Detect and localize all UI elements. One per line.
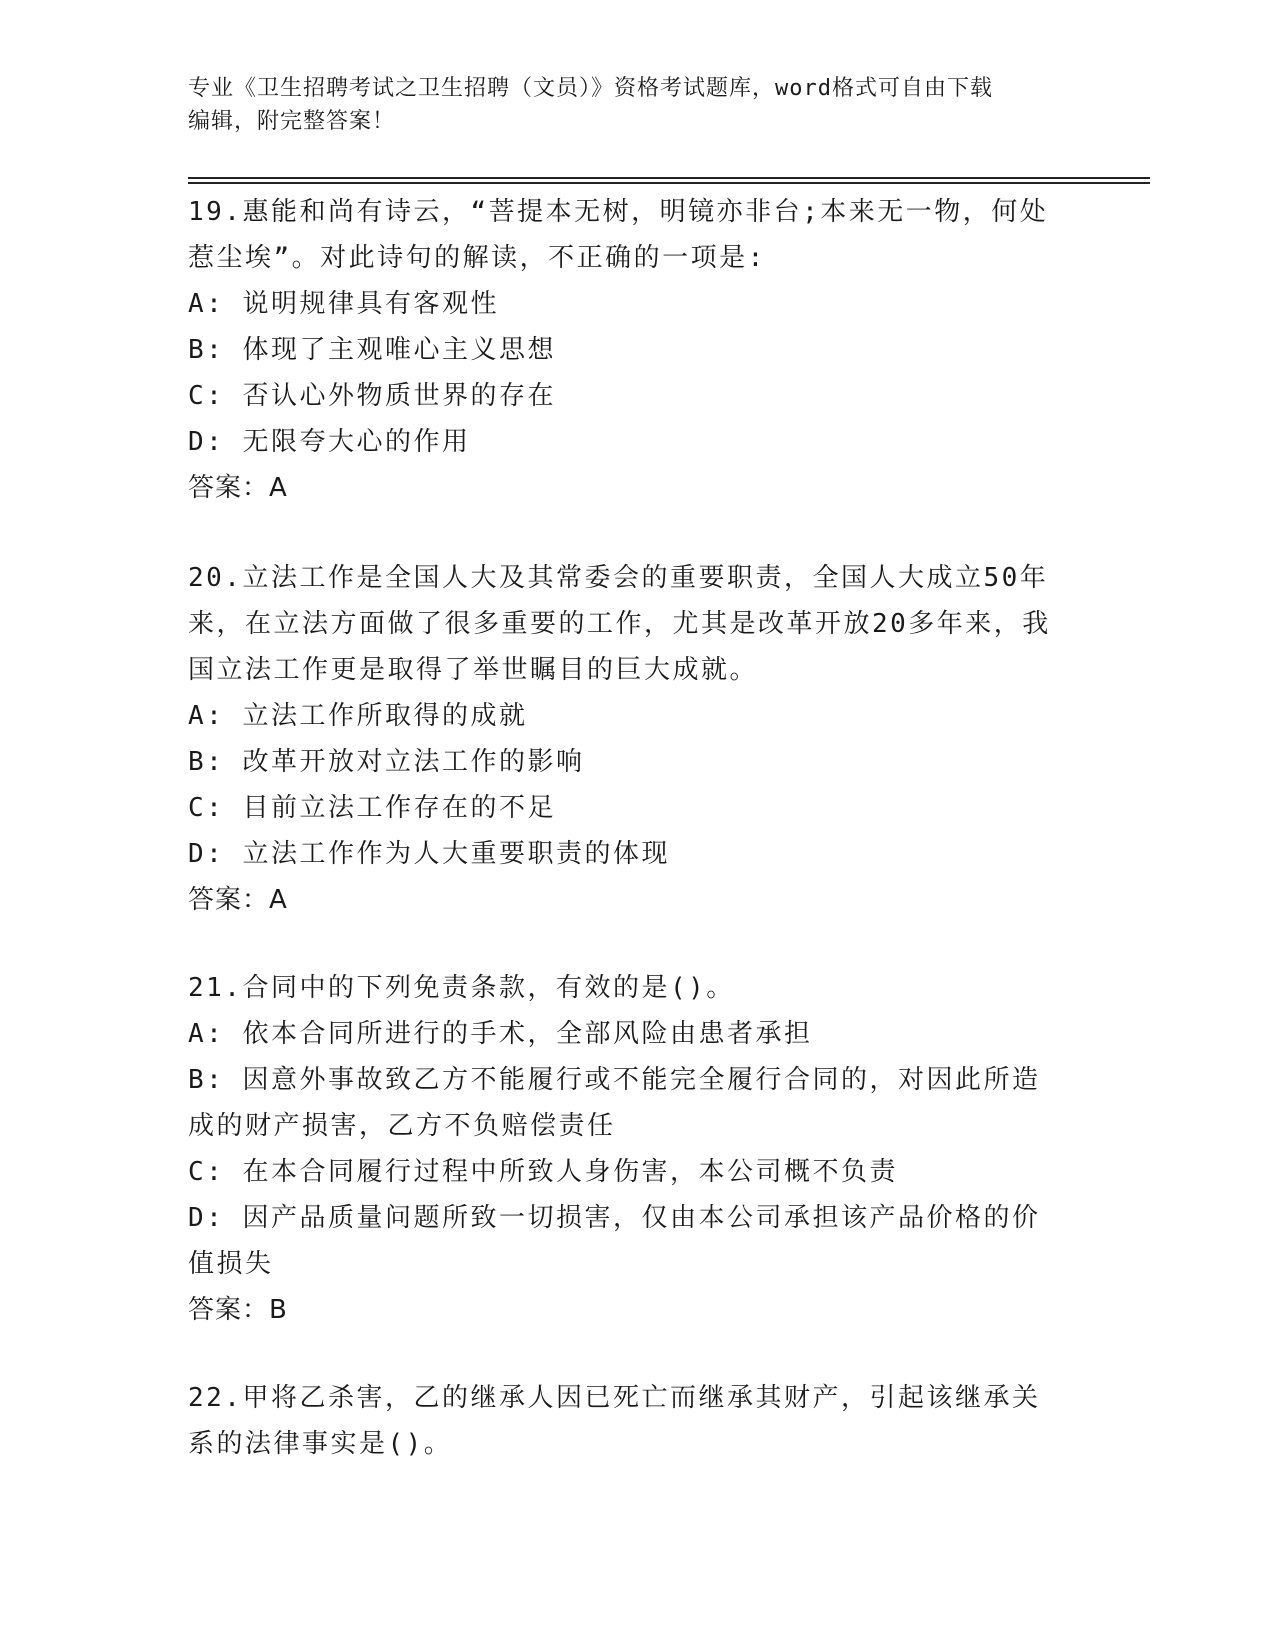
option-d: D: 无限夸大心的作用 bbox=[188, 427, 471, 457]
header-line-1: 专业《卫生招聘考试之卫生招聘（文员）》资格考试题库，word格式可自由下载 bbox=[188, 76, 993, 101]
question-20 bbox=[188, 555, 1068, 923]
option-b: B: 体现了主观唯心主义思想 bbox=[188, 335, 556, 365]
answer: 答案：B bbox=[188, 1295, 288, 1325]
header-divider-bottom bbox=[188, 182, 1150, 184]
option-a: A: 依本合同所进行的手术，全部风险由患者承担 bbox=[188, 1019, 813, 1049]
option-a: A: 说明规律具有客观性 bbox=[188, 289, 499, 319]
question-21 bbox=[188, 965, 1068, 1333]
header-line-2: 编辑，附完整答案！ bbox=[188, 109, 396, 134]
question-stem: 22.甲将乙杀害，乙的继承人因已死亡而继承其财产，引起该继承关系的法律事实是()。 bbox=[188, 1383, 1041, 1459]
document-header bbox=[188, 72, 1088, 138]
option-b: B: 因意外事故致乙方不能履行或不能完全履行合同的，对因此所造成的财产损害，乙方不负赔偿责任 bbox=[188, 1065, 1041, 1141]
option-d: D: 立法工作作为人大重要职责的体现 bbox=[188, 839, 670, 869]
question-19 bbox=[188, 189, 1068, 511]
question-22 bbox=[188, 1375, 1068, 1467]
header-divider-top bbox=[188, 177, 1150, 179]
option-d: D: 因产品质量问题所致一切损害，仅由本公司承担该产品价格的价值损失 bbox=[188, 1203, 1041, 1279]
option-c: C: 目前立法工作存在的不足 bbox=[188, 793, 556, 823]
option-b: B: 改革开放对立法工作的影响 bbox=[188, 747, 585, 777]
question-stem: 21.合同中的下列免责条款，有效的是()。 bbox=[188, 973, 735, 1003]
option-c: C: 否认心外物质世界的存在 bbox=[188, 381, 556, 411]
answer: 答案：A bbox=[188, 885, 288, 915]
answer: 答案：A bbox=[188, 473, 288, 503]
option-a: A: 立法工作所取得的成就 bbox=[188, 701, 528, 731]
question-stem: 19.惠能和尚有诗云，“菩提本无树，明镜亦非台;本来无一物，何处惹尘埃”。对此诗句的解读，不正确的一项是: bbox=[188, 197, 1049, 273]
question-stem: 20.立法工作是全国人大及其常委会的重要职责，全国人大成立50年来，在立法方面做了很多重要的工作，尤其是改革开放20多年来，我国立法工作更是取得了举世瞩目的巨大成就。 bbox=[188, 563, 1051, 685]
option-c: C: 在本合同履行过程中所致人身伤害，本公司概不负责 bbox=[188, 1157, 898, 1187]
